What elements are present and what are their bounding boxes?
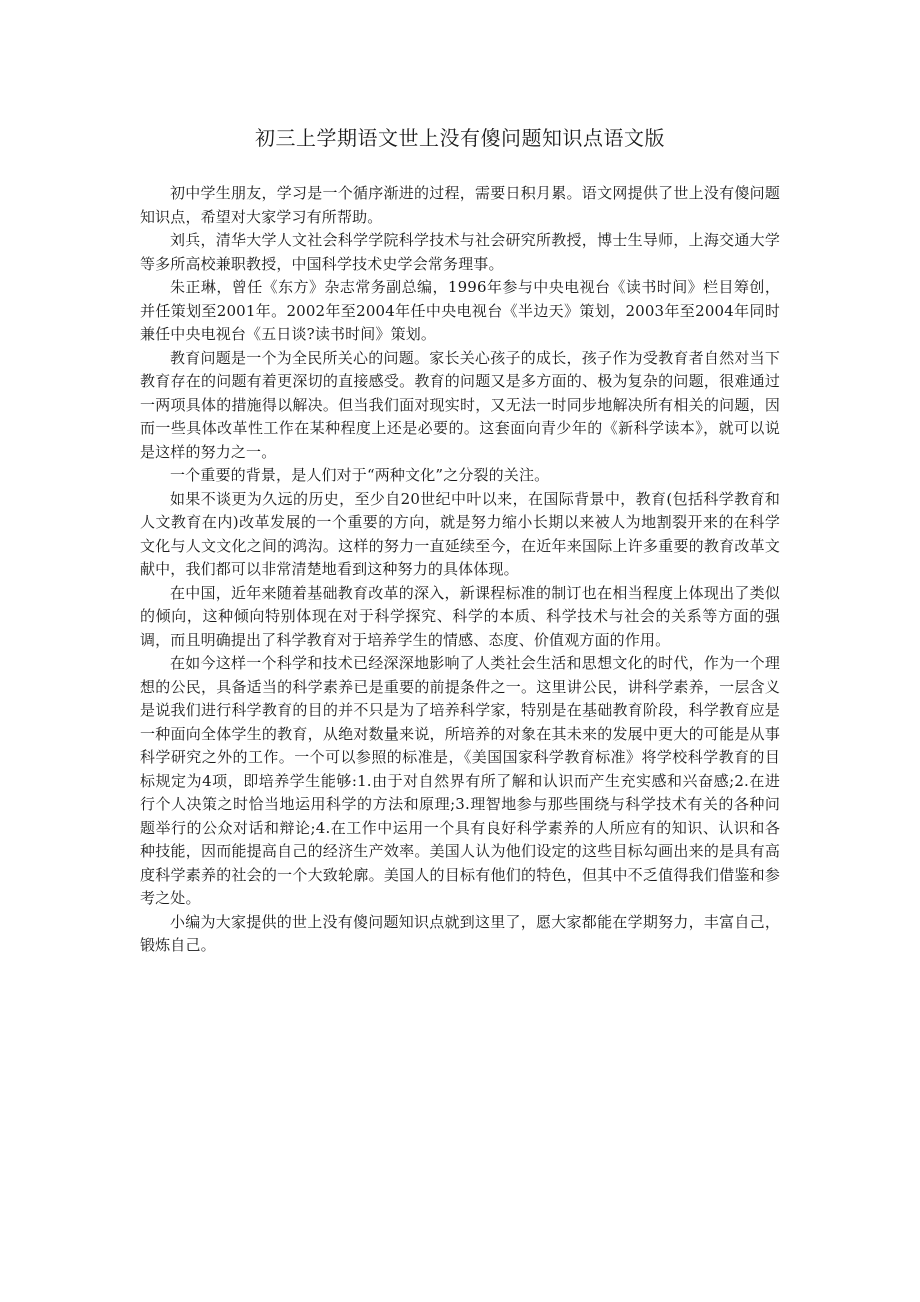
paragraph-scientific-literacy: 在如今这样一个科学和技术已经深深地影响了人类社会生活和思想文化的时代，作为一个理想的公民，具备适当的科学素养已是重要的前提条件之一。这里讲公民，讲科学素养，一层含义是说我们进行科学教育的目的并不只是为了培养科学家，特别是在基础教育阶段，科学教育应是一种面向全体学生的教育，从绝对数量来说，所培养的对象在其未来的发展中更大的可能是从事科学研究之外的工作。一个可以参照的标准是，《美国国家科学教育标准》将学校科学教育的目标规定为4项，即培养学生能够:1.由于对自然界有所了解和认识而产生充实感和兴奋感;2.在进行个人决策之时恰当地运用科学的方法和原理;3.理智地参与那些围绕与科学技术有关的各种问题举行的公众对话和辩论;4.在工作中运用一个具有良好科学素养的人所应有的知识、认识和各种技能，因而能提高自己的经济生产效率。美国人认为他们设定的这些目标勾画出来的是具有高度科学素养的社会的一个大致轮廓。美国人的目标有他们的特色，但其中不乏值得我们借鉴和参考之处。 (140, 654, 780, 907)
paragraph-intro: 初中学生朋友，学习是一个循序渐进的过程，需要日积月累。语文网提供了世上没有傻问题知识点，希望对大家学习有所帮助。 (140, 184, 780, 226)
document-title: 初三上学期语文世上没有傻问题知识点语文版 (255, 126, 665, 150)
paragraph-international-background: 如果不谈更为久远的历史，至少自20世纪中叶以来，在国际背景中，教育(包括科学教育和人文教育在内)改革发展的一个重要的方向，就是努力缩小长期以来被人为地割裂开来的在科学文化与人文文化之间的鸿沟。这样的努力一直延续至今，在近年来国际上许多重要的教育改革文献中，我们都可以非常清楚地看到这种努力的具体体现。 (140, 489, 780, 578)
paragraph-zhu-zhenglin: 朱正琳，曾任《东方》杂志常务副总编，1996年参与中央电视台《读书时间》栏目筹创，并任策划至2001年。2002年至2004年任中央电视台《半边天》策划，2003年至2004年同时兼任中央电视台《五日谈?读书时间》策划。 (140, 278, 780, 343)
paragraph-two-cultures: 一个重要的背景，是人们对于“两种文化”之分裂的关注。 (170, 466, 550, 484)
document-body (140, 182, 780, 958)
paragraph-liu-bing: 刘兵，清华大学人文社会科学学院科学技术与社会研究所教授，博士生导师，上海交通大学等多所高校兼职教授，中国科学技术史学会常务理事。 (140, 231, 780, 273)
paragraph-education-problem: 教育问题是一个为全民所关心的问题。家长关心孩子的成长，孩子作为受教育者自然对当下教育存在的问题有着更深切的直接感受。教育的问题又是多方面的、极为复杂的问题，很难通过一两项具体的措施得以解决。但当我们面对现实时，又无法一时同步地解决所有相关的问题，因而一些具体改革性工作在某种程度上还是必要的。这套面向青少年的《新科学读本》，就可以说是这样的努力之一。 (140, 348, 780, 461)
paragraph-china-reform: 在中国，近年来随着基础教育改革的深入，新课程标准的制订也在相当程度上体现出了类似的倾向，这种倾向特别体现在对于科学探究、科学的本质、科学技术与社会的关系等方面的强调，而且明确提出了科学教育对于培养学生的情感、态度、价值观方面的作用。 (140, 583, 780, 649)
paragraph-closing: 小编为大家提供的世上没有傻问题知识点就到这里了，愿大家都能在学期努力，丰富自己，锻炼自己。 (140, 912, 780, 954)
